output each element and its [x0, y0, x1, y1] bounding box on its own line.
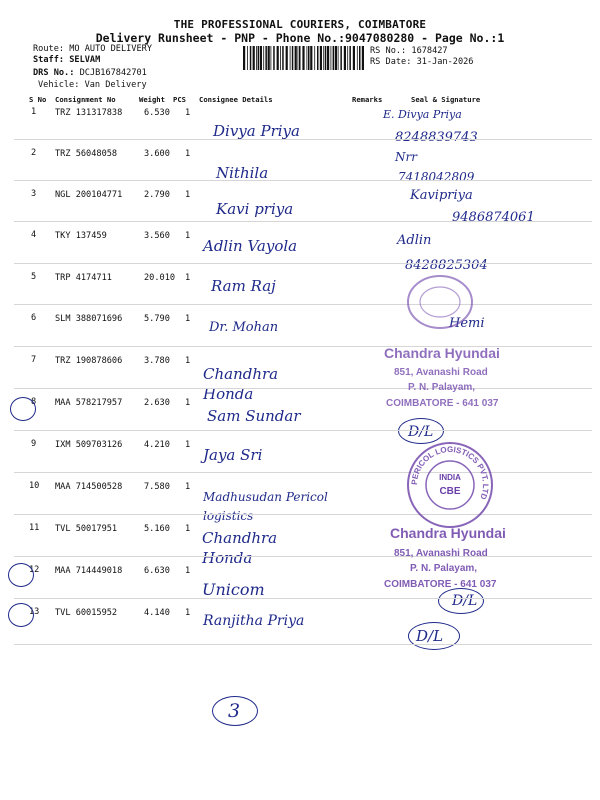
row-pcs: 1	[185, 608, 191, 618]
barcode-bar	[292, 46, 294, 70]
barcode-bar	[331, 46, 332, 70]
hyundai-2-line3: P. N. Palayam,	[410, 563, 478, 574]
row-weight: 5.160	[144, 524, 170, 534]
barcode-bar	[317, 46, 319, 70]
row-weight: 4.210	[144, 440, 170, 450]
barcode-bar	[280, 46, 281, 70]
row-sno: 9	[31, 439, 37, 449]
row-divider	[14, 472, 592, 473]
row-signature: D/L	[452, 593, 478, 609]
row-sno: 2	[31, 148, 37, 158]
barcode-bar	[359, 46, 361, 70]
drs-number	[33, 68, 147, 79]
row-consignee: Jaya Sri	[203, 446, 263, 464]
barcode-bar	[307, 46, 308, 70]
rs-date: RS Date: 31-Jan-2026	[370, 57, 474, 67]
row-sno: 8	[31, 397, 37, 407]
row-consignment: TRZ 131317838	[55, 108, 123, 118]
drs-value: DCJB167842701	[79, 68, 147, 78]
row-sno: 5	[31, 272, 37, 282]
row-divider	[14, 180, 592, 181]
row-divider	[14, 514, 592, 515]
row-phone: 7418042809	[398, 170, 475, 184]
barcode-bar	[308, 46, 310, 70]
row-weight: 2.790	[144, 190, 170, 200]
row-consignment: NGL 200104771	[55, 190, 123, 200]
barcode-bar	[265, 46, 267, 70]
hyundai-2-line1: Chandra Hyundai	[390, 525, 506, 541]
hyundai-1-line3: P. N. Palayam,	[408, 382, 476, 393]
row-divider	[14, 598, 592, 599]
row-pcs: 1	[185, 524, 191, 534]
barcode-bar	[277, 46, 279, 70]
row-sno: 7	[31, 355, 37, 365]
staff-label: Staff: SELVAM	[33, 55, 101, 65]
row-divider	[14, 346, 592, 347]
row-weight: 2.630	[144, 398, 170, 408]
row-sno: 13	[29, 607, 40, 617]
barcode-bar	[327, 46, 329, 70]
row-signature: Nrr	[395, 150, 417, 164]
row-consignment: MAA 578217957	[55, 398, 123, 408]
barcode-bar	[338, 46, 339, 70]
row-pcs: 1	[185, 314, 191, 324]
hyundai-1-line1: Chandra Hyundai	[384, 345, 500, 361]
barcode-bar	[256, 46, 257, 70]
drs-label: DRS No.:	[33, 68, 75, 78]
barcode-bar	[299, 46, 301, 70]
row-consignment: TRZ 56048058	[55, 149, 118, 159]
row-divider	[14, 221, 592, 222]
hyundai-1-line4: COIMBATORE - 641 037	[386, 398, 499, 409]
route-label: Route: MO AUTO DELIVERY	[33, 44, 152, 54]
barcode-bar	[253, 46, 255, 70]
hyundai-2-line2: 851, Avanashi Road	[394, 548, 488, 559]
row-weight: 6.630	[144, 566, 170, 576]
row-consignment: MAA 714449018	[55, 566, 123, 576]
row-signature: Hemi	[449, 316, 485, 331]
row-sno: 3	[31, 189, 37, 199]
row-divider	[14, 263, 592, 264]
row-consignment: SLM 388071696	[55, 314, 123, 324]
row-pcs: 1	[185, 108, 191, 118]
barcode-bar	[268, 46, 270, 70]
row-consignee: Ram Raj	[211, 277, 276, 295]
row-pcs: 1	[185, 149, 191, 159]
barcode-bar	[273, 46, 275, 70]
hyundai-2-line4: COIMBATORE - 641 037	[384, 579, 497, 590]
row-consignee: Kavi priya	[216, 200, 294, 218]
row-consignment: TRP 4174711	[55, 273, 112, 283]
barcode-bar	[263, 46, 264, 70]
row-sno: 1	[31, 107, 37, 117]
page-count: 3	[228, 700, 241, 722]
barcode-bar	[302, 46, 304, 70]
runsheet-subtitle: Delivery Runsheet - PNP - Phone No.:9047080280 - Page No.:1	[95, 31, 505, 45]
barcode-bar	[250, 46, 252, 70]
barcode-bar	[314, 46, 315, 70]
barcode-bar	[282, 46, 284, 70]
row-signature: D/L	[408, 424, 434, 440]
pericol-arc-text: PERICOL LOGISTICS PVT. LTD	[409, 444, 491, 501]
row-consignee: Unicom	[202, 580, 265, 599]
row-consignment: TRZ 190878606	[55, 356, 123, 366]
col-pcs: PCS	[173, 95, 186, 104]
row-pcs: 1	[185, 356, 191, 366]
row-weight: 5.790	[144, 314, 170, 324]
barcode-bar	[333, 46, 335, 70]
barcode-bar	[243, 46, 245, 70]
company-title: THE PROFESSIONAL COURIERS, COIMBATORE	[173, 18, 427, 31]
barcode-bar	[295, 46, 297, 70]
barcode-bar	[347, 46, 348, 70]
row-consignment: TVL 50017951	[55, 524, 118, 534]
row-pcs: 1	[185, 566, 191, 576]
barcode-bar	[353, 46, 355, 70]
sno-circle	[8, 563, 34, 587]
row-sno: 10	[29, 481, 40, 491]
row-pcs: 1	[185, 190, 191, 200]
barcode-bar	[349, 46, 351, 70]
col-consignee: Consignee Details	[199, 95, 273, 104]
row-consignee: Dr. Mohan	[209, 320, 279, 335]
barcode-bar	[260, 46, 262, 70]
row-signature: Kavipriya	[410, 188, 473, 203]
col-sno: S No	[29, 95, 47, 104]
col-seal-signature: Seal & Signature	[411, 95, 481, 104]
vehicle-label: Vehicle: Van Delivery	[38, 80, 147, 90]
barcode-bar	[298, 46, 299, 70]
row-pcs: 1	[185, 273, 191, 283]
row-consignee: Madhusudan Pericol logistics	[203, 490, 328, 523]
row-consignee: Nithila	[216, 164, 269, 182]
col-consignment: Consignment No	[55, 95, 116, 104]
row-pcs: 1	[185, 398, 191, 408]
row-consignee: Chandhra Honda	[202, 529, 278, 567]
dl-circle	[408, 622, 460, 650]
row-pcs: 1	[185, 482, 191, 492]
barcode-bar	[357, 46, 358, 70]
row-weight: 3.780	[144, 356, 170, 366]
pericol-city: CBE	[439, 486, 461, 497]
row-pcs: 1	[185, 231, 191, 241]
barcode-bar	[335, 46, 337, 70]
row-consignment: IXM 509703126	[55, 440, 123, 450]
row-signature: Adlin	[397, 233, 432, 248]
rs-number: RS No.: 1678427	[370, 46, 448, 56]
row-signature: E. Divya Priya	[383, 108, 462, 121]
row-phone: 8428825304	[405, 258, 488, 273]
row-consignment: TVL 60015952	[55, 608, 118, 618]
row-consignee: Chandhra Honda	[203, 365, 279, 403]
row-sno: 11	[29, 523, 40, 533]
row-consignment: MAA 714500528	[55, 482, 123, 492]
sno-circle	[10, 397, 36, 421]
sno-circle	[8, 603, 34, 627]
row-consignee: Ranjitha Priya	[203, 613, 305, 629]
round-stamp-small	[404, 272, 476, 332]
row-consignee: Sam Sundar	[207, 407, 301, 425]
row-weight: 6.530	[144, 108, 170, 118]
barcode	[243, 46, 365, 70]
row-sno: 6	[31, 313, 37, 323]
row-divider	[14, 139, 592, 140]
row-phone: 8248839743	[395, 130, 478, 145]
barcode-bar	[271, 46, 272, 70]
row-divider	[14, 388, 592, 389]
row-sno: 12	[29, 565, 40, 575]
row-divider	[14, 644, 592, 645]
barcode-bar	[310, 46, 312, 70]
row-sno: 4	[31, 230, 37, 240]
row-consignment: TKY 137459	[55, 231, 107, 241]
barcode-bar	[320, 46, 322, 70]
row-weight: 20.010	[144, 273, 176, 283]
hyundai-stamp-2	[366, 520, 506, 595]
col-weight: Weight	[139, 95, 165, 104]
row-divider	[14, 430, 592, 431]
row-pcs: 1	[185, 440, 191, 450]
hyundai-1-line2: 851, Avanashi Road	[394, 367, 488, 378]
barcode-bar	[286, 46, 288, 70]
barcode-bar	[247, 46, 248, 70]
row-consignee: Divya Priya	[213, 122, 300, 140]
row-weight: 4.140	[144, 608, 170, 618]
barcode-bar	[344, 46, 346, 70]
barcode-bar	[340, 46, 342, 70]
row-consignee: Adlin Vayola	[203, 237, 298, 255]
row-weight: 7.580	[144, 482, 170, 492]
hyundai-stamp-1	[364, 340, 504, 415]
row-phone: 9486874061	[452, 210, 535, 225]
row-divider	[14, 304, 592, 305]
barcode-bar	[290, 46, 291, 70]
pericol-round-stamp	[405, 440, 495, 530]
pericol-country: INDIA	[439, 473, 461, 482]
barcode-bar	[325, 46, 327, 70]
barcode-bar	[258, 46, 260, 70]
col-remarks: Remarks	[352, 95, 383, 104]
row-signature: D/L	[416, 627, 444, 645]
barcode-bar	[323, 46, 324, 70]
barcode-bar	[362, 46, 364, 70]
row-weight: 3.600	[144, 149, 170, 159]
row-weight: 3.560	[144, 231, 170, 241]
